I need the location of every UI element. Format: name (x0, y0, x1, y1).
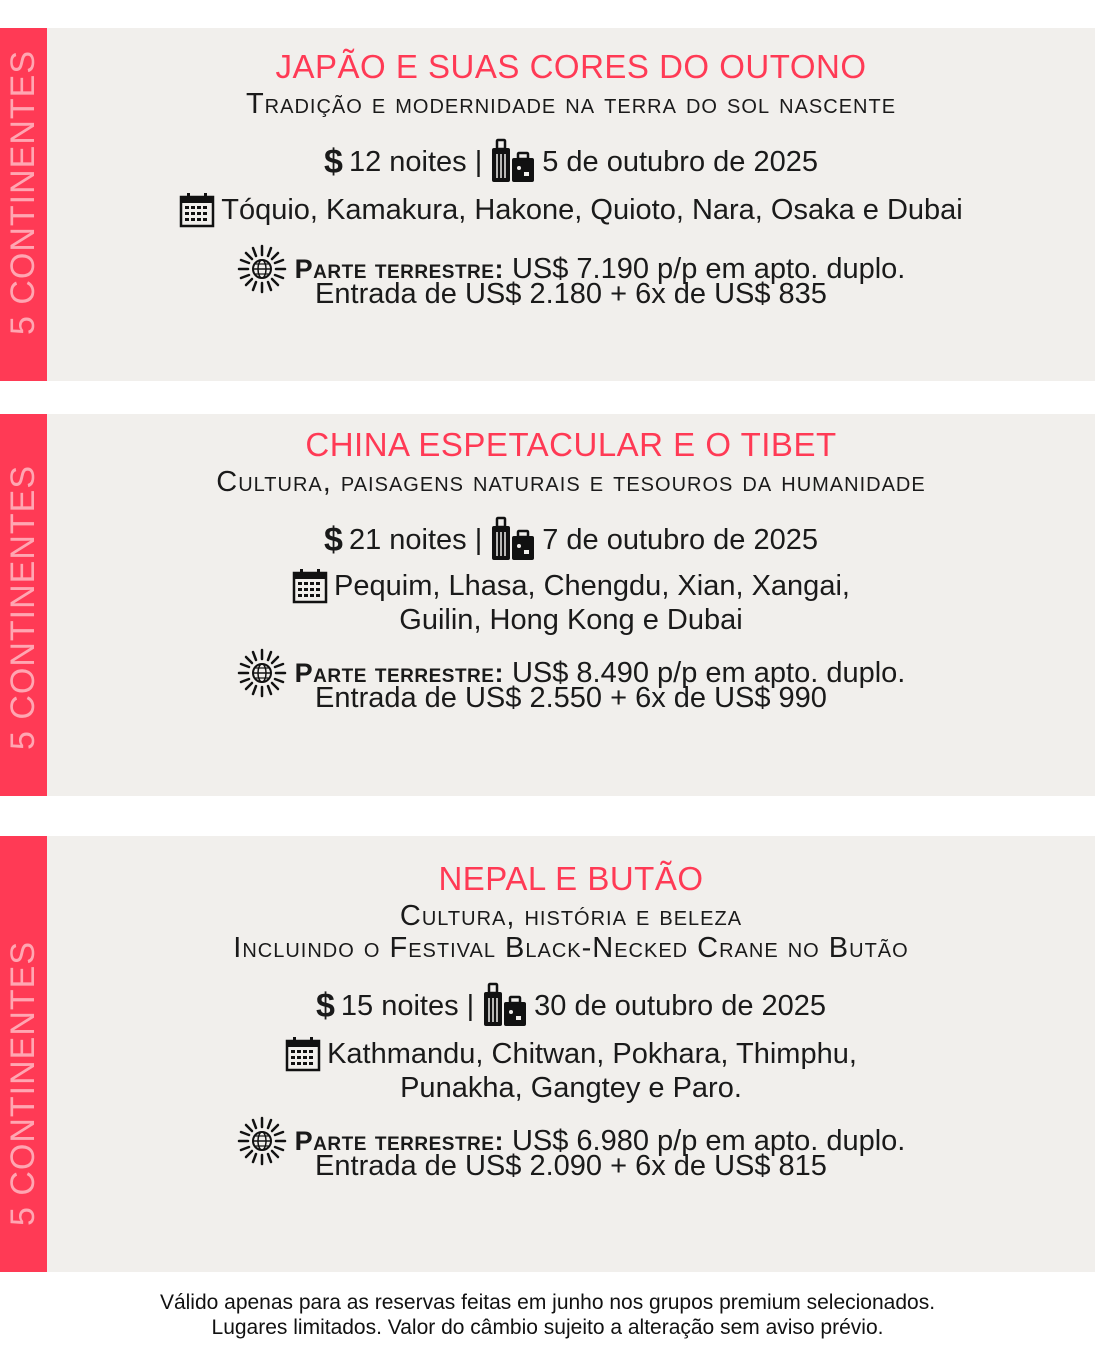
trip-price: US$ 7.190 p/p em apto. duplo. (511, 253, 906, 285)
trip-price-block (47, 648, 1095, 714)
dollar-icon: $ (324, 521, 343, 559)
trip-price-block (47, 1116, 1095, 1182)
trip-installments: Entrada de US$ 2.550 + 6x de US$ 990 (315, 682, 827, 714)
calendar-icon (285, 1036, 321, 1072)
trip-card-japan (0, 28, 1095, 381)
calendar-icon (179, 192, 215, 228)
globe-icon (237, 1116, 287, 1166)
globe-icon (237, 648, 287, 698)
calendar-icon (292, 568, 328, 604)
trip-cities-cont: Punakha, Gangtey e Paro. (400, 1072, 742, 1104)
luggage-icon (488, 516, 536, 564)
trip-title: JAPÃO E SUAS CORES DO OUTONO (275, 48, 867, 85)
trip-date: 7 de outubro de 2025 (542, 524, 818, 556)
trip-price: US$ 6.980 p/p em apto. duplo. (511, 1125, 906, 1157)
luggage-icon (488, 138, 536, 186)
side-banner-label: 5 CONTINENTES (4, 940, 42, 1226)
side-banner (0, 836, 47, 1272)
dollar-icon: $ (324, 143, 343, 181)
trip-title: CHINA ESPETACULAR E O TIBET (305, 426, 837, 463)
trip-duration-row (47, 516, 1095, 564)
trip-installments: Entrada de US$ 2.090 + 6x de US$ 815 (315, 1150, 827, 1182)
trip-cities-block (47, 1036, 1095, 1104)
globe-icon (237, 244, 287, 294)
trip-nights: 12 noites | (348, 146, 483, 178)
luggage-icon (480, 982, 528, 1030)
footer-line-2: Lugares limitados. Valor do câmbio sujeito a alteração sem aviso prévio. (211, 1316, 884, 1339)
trip-date: 30 de outubro de 2025 (534, 990, 827, 1022)
trip-cities: Pequim, Lhasa, Chengdu, Xian, Xangai, (334, 570, 850, 602)
trip-cities: Tóquio, Kamakura, Hakone, Quioto, Nara, Osaka e Dubai (221, 194, 963, 226)
price-label: Parte terrestre: (294, 254, 504, 284)
side-banner-label: 5 CONTINENTES (4, 464, 42, 750)
trip-duration-row (47, 982, 1095, 1030)
trip-card-china (0, 414, 1095, 796)
trip-subtitle: Cultura, história e beleza (399, 900, 743, 932)
trip-installments: Entrada de US$ 2.180 + 6x de US$ 835 (315, 278, 827, 310)
trip-cities-cont: Guilin, Hong Kong e Dubai (399, 604, 743, 636)
trip-title: NEPAL E BUTÃO (438, 860, 704, 897)
trip-subtitle: Tradição e modernidade na terra do sol nascente (245, 88, 897, 120)
side-banner (0, 414, 47, 796)
trip-cities-row (47, 192, 1095, 228)
trip-price-block (47, 244, 1095, 310)
trip-nights: 15 noites | (340, 990, 475, 1022)
trip-subtitle-2: Incluindo o Festival Black-Necked Crane no Butão (233, 932, 909, 964)
price-label: Parte terrestre: (294, 1126, 504, 1156)
footer-disclaimer (0, 1290, 1095, 1340)
footer-line-1: Válido apenas para as reservas feitas em junho nos grupos premium selecionados. (159, 1291, 936, 1314)
side-banner-label: 5 CONTINENTES (4, 49, 42, 335)
trip-card-nepal (0, 836, 1095, 1272)
trip-nights: 21 noites | (348, 524, 483, 556)
trip-subtitle: Cultura, paisagens naturais e tesouros da humanidade (216, 466, 926, 498)
price-label: Parte terrestre: (294, 658, 504, 688)
dollar-icon: $ (315, 987, 335, 1025)
trip-cities-block (47, 568, 1095, 636)
trip-price: US$ 8.490 p/p em apto. duplo. (511, 657, 906, 689)
trip-duration-row (47, 138, 1095, 186)
trip-date: 5 de outubro de 2025 (542, 146, 818, 178)
trip-cities: Kathmandu, Chitwan, Pokhara, Thimphu, (327, 1038, 857, 1070)
side-banner (0, 28, 47, 381)
